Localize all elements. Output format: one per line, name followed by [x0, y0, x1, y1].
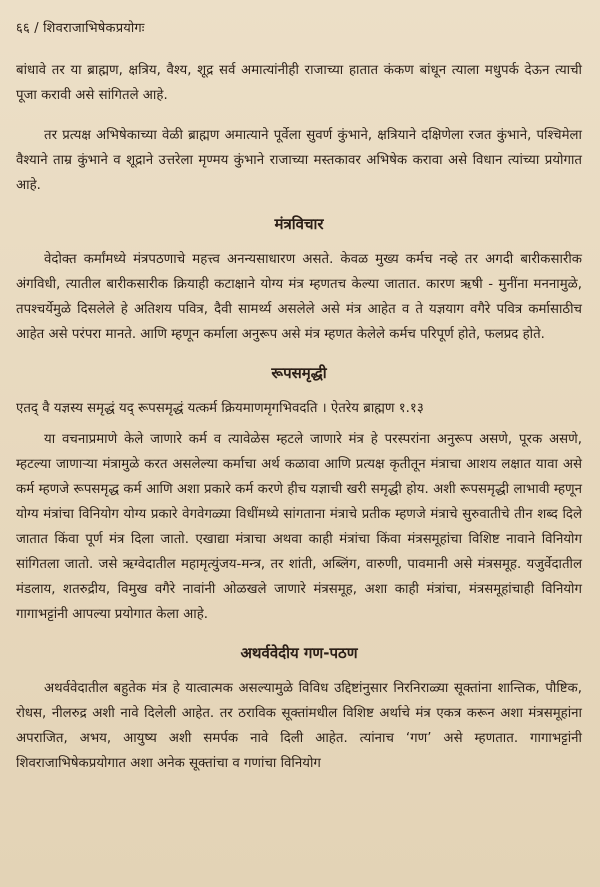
paragraph-4: या वचनाप्रमाणे केले जाणारे कर्म व त्यावेळेस म्हटले जाणारे मंत्र हे परस्परांना अनुरूप असणे, पूरक असणे, म्हटल्या जाणाऱ्या मंत्रामुळे करत असलेल्या कर्माचा अर्थ कळावा आणि प्रत्यक्ष कृतीतून मंत्राचा आशय लक्षात यावा असे कर्म म्हणजे रूपसमृद्ध कर्म आणि अशा प्रकारे कर्म करणे हीच यज्ञाची खरी समृद्धी होय. अशी रूपसमृद्धी लाभावी म्हणून योग्य मंत्रांचा विनियोग योग्य प्रकारे वेगवेगळ्या विधींमध्ये सांगताना मंत्राचे प्रतीक म्हणजे मंत्राचे सुरुवातीचे तीन शब्द दिले जातात किंवा पूर्ण मंत्र दिला जातो. एखाद्या मंत्राचा अथवा काही मंत्रांचा किंवा मंत्रसमूहांचा विशिष्ट नावाने विनियोग सांगितला जातो. जसे ऋग्वेदातील महामृत्युंजय-मन्त्र, तर शांती, अब्लिंग, वारुणी, पावमानी असे मंत्रसमूह. यजुर्वेदातील मंडलाय, शतरुद्रीय, विमुख वगैरे नावांनी ओळखले जाणारे मंत्रसमूह, अशा काही मंत्रांचा, मंत्रसमूहांचाही विनियोग गागाभट्टांनी आपल्या प्रयोगात केला आहे. — [16, 432, 582, 622]
page-content — [16, 58, 582, 791]
scripture-quote: एतद् वै यज्ञस्य समृद्धं यद् रूपसमृद्धं यत्कर्म क्रियमाणमृगभिवदति । ऐतरेय ब्राह्मण १.१३ — [16, 401, 424, 416]
paragraph-5: अथर्ववेदातील बहुतेक मंत्र हे यात्वात्मक असल्यामुळे विविध उद्दिष्टांनुसार निरनिराळ्या सूक्तांना शान्तिक, पौष्टिक, रोधस, नीलरुद्र अशी नावे दिलेली आहेत. तर ठराविक सूक्तांमधील विशिष्ट अर्थाचे मंत्र एकत्र करून अशा मंत्रसमूहांना अपराजित, अभय, आयुष्य अशी समर्पक नावे दिली आहेत. त्यांनाच ‘गण’ असे म्हणतात. गागाभट्टांनी शिवराजाभिषेकप्रयोगात अशा अनेक सूक्तांचा व गणांचा विनियोग — [16, 681, 582, 771]
section-heading-atharvaveda: अथर्ववेदीय गण-पठण — [240, 644, 358, 662]
paragraph-2: तर प्रत्यक्ष अभिषेकाच्या वेळी ब्राह्मण अमात्याने पूर्वेला सुवर्ण कुंभाने, क्षत्रियाने दक्षिणेला रजत कुंभाने, पश्चिमेला वैश्याने ताम्र कुंभाने व शूद्राने उत्तरेला मृण्मय कुंभाने राजाच्या मस्तकावर अभिषेक करावा असे विधान त्यांच्या प्रयोगात आहे. — [16, 128, 583, 193]
paragraph-3: वेदोक्त कर्मांमध्ये मंत्रपठणाचे महत्त्व अनन्यसाधारण असते. केवळ मुख्य कर्मच नव्हे तर अगदी बारीकसारीक अंगविधी, त्यातील बारीकसारीक क्रियाही कटाक्षाने योग्य मंत्र म्हणतच केल्या जातात. कारण ऋषी - मुनींना मननामुळे, तपश्चर्येमुळे दिसलेले हे अतिशय पवित्र, दैवी सामर्थ्य असलेले असे मंत्र आहेत व ते यज्ञयाग वगैरे पवित्र कर्मासाठीच आहेत असे परंपरा मानते. आणि म्हणून कर्माला अनुरूप असे मंत्र म्हणत केलेले कर्मच परिपूर्ण होते, फलप्रद होते. — [16, 252, 582, 342]
paragraph-1: बांधावे तर या ब्राह्मण, क्षत्रिय, वैश्य, शूद्र सर्व अमात्यांनीही राजाच्या हातात कंकण बांधून त्याला मधुपर्क देऊन त्याची पूजा करावी असे सांगितले आहे. — [16, 63, 582, 103]
section-heading-mantravichar: मंत्रविचार — [274, 215, 324, 233]
section-heading-roopsamruddhi: रूपसमृद्धी — [271, 364, 327, 382]
page-header: ६६ / शिवराजाभिषेकप्रयोगः — [16, 21, 145, 36]
